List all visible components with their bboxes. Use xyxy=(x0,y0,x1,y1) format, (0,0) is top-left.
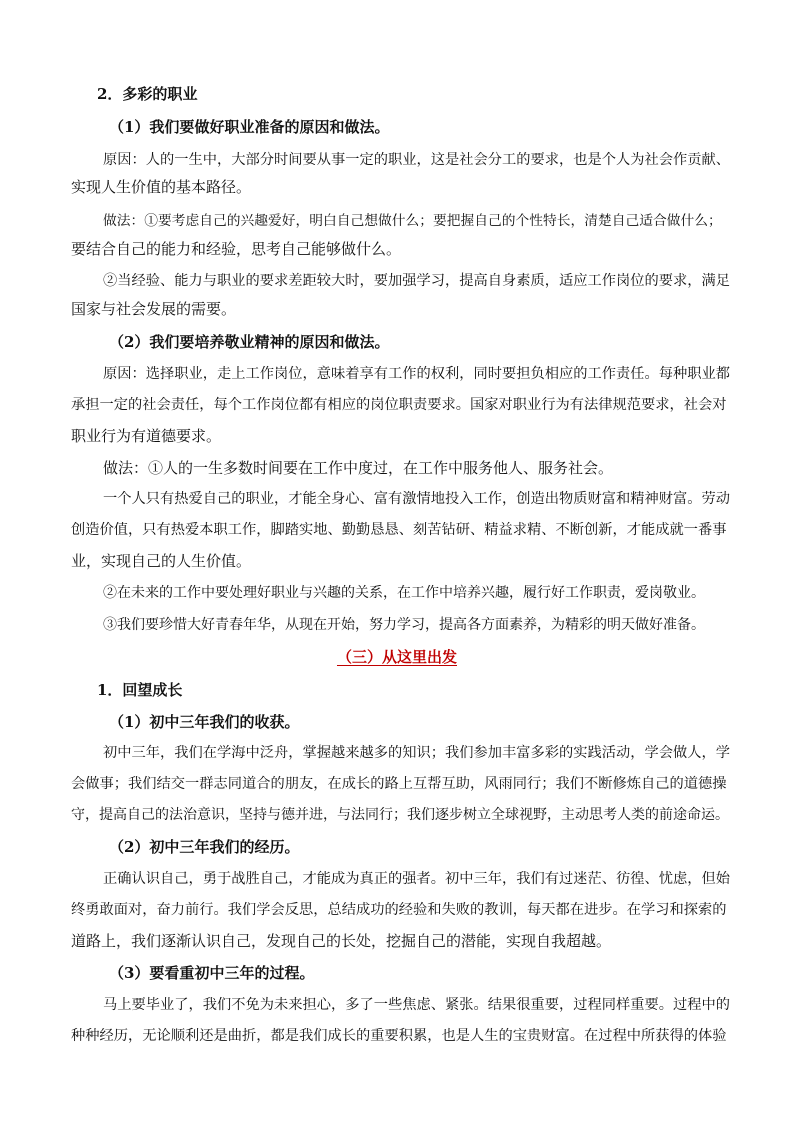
paragraph-line: 终勇敢面对，奋力前行。我们学会反思，总结成功的经验和失败的教训，每天都在进步。在学习和探索的 xyxy=(71,902,727,918)
subheading-career-preparation: （1）我们要做好职业准备的原因和做法。 xyxy=(109,118,390,136)
paragraph-line: ③我们要珍惜大好青春年华，从现在开始，努力学习，提高各方面素养，为精彩的明天做好准备。 xyxy=(103,617,705,633)
paragraph-line: 马上要毕业了，我们不免为未来担心，多了一些焦虑、紧张。结果很重要，过程同样重要。过程中的 xyxy=(103,997,731,1013)
paragraph-line: 种种经历，无论顺利还是曲折，都是我们成长的重要积累，也是人生的宝贵财富。在过程中所获得的体验 xyxy=(71,1028,727,1044)
paragraph-line: 业，实现自己的人生价值。 xyxy=(71,552,252,570)
heading-diverse-careers: 2．多彩的职业 xyxy=(97,85,198,103)
paragraph-line: 国家与社会发展的需要。 xyxy=(71,300,237,318)
paragraph-line: 实现人生价值的基本路径。 xyxy=(71,178,252,196)
subheading-value-process: （3）要看重初中三年的过程。 xyxy=(109,964,315,982)
paragraph-line: 会做事；我们结交一群志同道合的朋友，在成长的路上互帮互助，风雨同行；我们不断修炼自己的道德操 xyxy=(71,776,727,792)
paragraph-line: 做法：①要考虑自己的兴趣爱好，明白自己想做什么；要把握自己的个性特长，清楚自己适合做什么； xyxy=(103,213,722,229)
paragraph-line: 正确认识自己，勇于战胜自己，才能成为真正的强者。初中三年，我们有过迷茫、彷徨、忧虑，但始 xyxy=(103,871,731,887)
paragraph-line: ②当经验、能力与职业的要求差距较大时，要加强学习，提高自身素质，适应工作岗位的要求，满足 xyxy=(103,273,731,289)
paragraph-line: 做法：①人的一生多数时间要在工作中度过，在工作中服务他人、服务社会。 xyxy=(103,459,614,477)
paragraph-line: 要结合自己的能力和经验，思考自己能够做什么。 xyxy=(71,240,402,258)
heading-look-back: 1．回望成长 xyxy=(97,681,183,699)
paragraph-line: 职业行为有道德要求。 xyxy=(71,427,222,445)
paragraph-line: 原因：人的一生中，大部分时间要从事一定的职业，这是社会分工的要求，也是个人为社会作贡献、 xyxy=(103,152,731,168)
paragraph-line: 守，提高自己的法治意识，坚持与德并进，与法同行；我们逐步树立全球视野，主动思考人类的前途命运。 xyxy=(71,807,729,823)
subheading-dedication: （2）我们要培养敬业精神的原因和做法。 xyxy=(109,333,390,351)
paragraph-line: 初中三年，我们在学海中泛舟，掌握越来越多的知识；我们参加丰富多彩的实践活动，学会做人，学 xyxy=(103,745,731,761)
subheading-gains: （1）初中三年我们的收获。 xyxy=(109,713,300,731)
paragraph-line: 原因：选择职业，走上工作岗位，意味着享有工作的权利，同时要担负相应的工作责任。每种职业都 xyxy=(103,366,731,382)
paragraph-line: 创造价值，只有热爱本职工作，脚踏实地、勤勤恳恳、刻苦钻研、精益求精、不断创新，才能成就一番事 xyxy=(71,522,727,538)
paragraph-line: 道路上，我们逐渐认识自己，发现自己的长处，挖掘自己的潜能，实现自我超越。 xyxy=(71,932,612,950)
paragraph-line: ②在未来的工作中要处理好职业与兴趣的关系，在工作中培养兴趣，履行好工作职责，爱岗敬业。 xyxy=(103,585,705,601)
paragraph-line: 一个人只有热爱自己的职业，才能全身心、富有激情地投入工作，创造出物质财富和精神财富。劳动 xyxy=(103,491,731,507)
subheading-experiences: （2）初中三年我们的经历。 xyxy=(109,838,300,856)
paragraph-line: 承担一定的社会责任，每个工作岗位都有相应的岗位职责要求。国家对职业行为有法律规范要求，社会对 xyxy=(71,397,727,413)
section-title-start-from-here: （三）从这里出发 xyxy=(336,648,457,666)
